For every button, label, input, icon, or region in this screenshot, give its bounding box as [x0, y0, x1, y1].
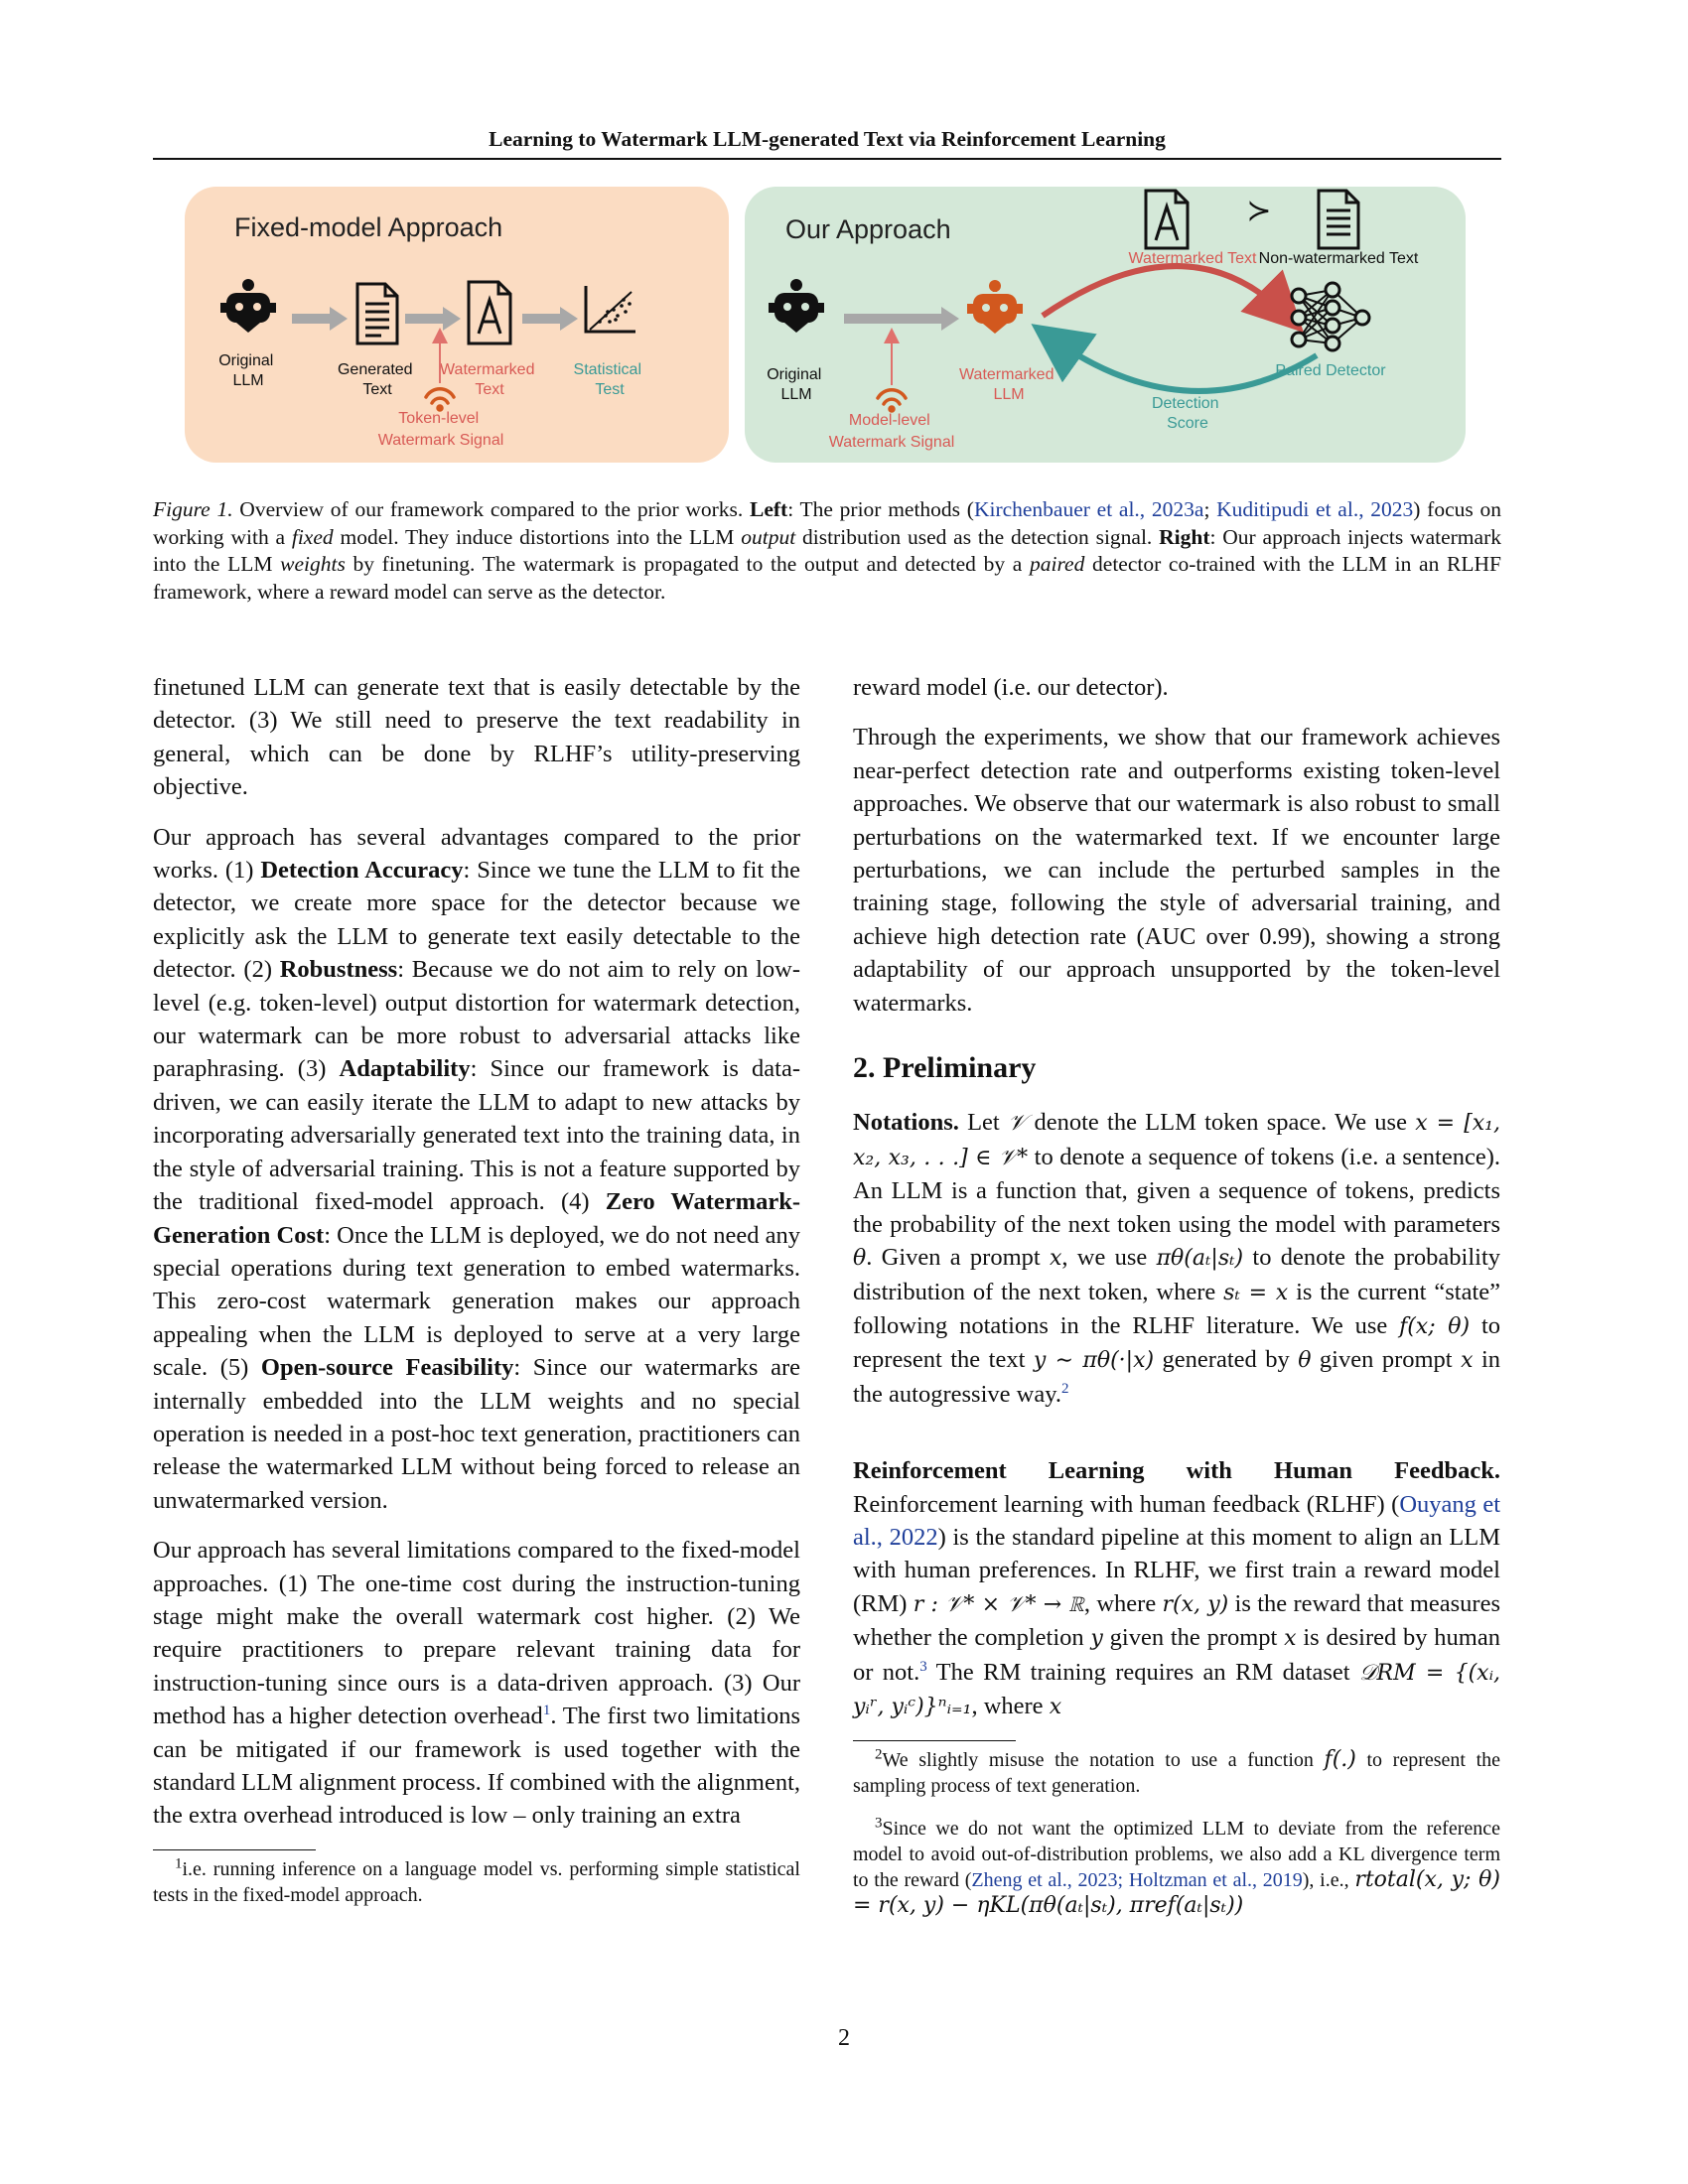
right-column [853, 671, 1500, 1936]
non-watermarked-text-label: Non-watermarked Text [1258, 250, 1419, 267]
paragraph: Our approach has several advantages compared to the prior works. (1) Detection Accuracy: Since we tune the LLM to fit the detector, we create more space for the detector because we explicitly ask the LLM to generate text easily detectable to the detector. (2) Robustness: Because we do not aim to rely on low-level (e.g. token-level) output distortion for watermark detection, our watermark can be more robust to adversarial attacks like paraphrasing. (3) Adaptability: Since our framework is data-driven, we can easily iterate the LLM to adapt to new attacks by incorporating adversarially generated text into the training data, in the style of adversarial training. This is not a feature supported by the traditional fixed-model approach. (4) Zero Watermark-Generation Cost: Once the LLM is deployed, we do not need any special operations during text generation to embed watermarks. This zero-cost watermark generation makes our approach appealing when the LLM is deployed to serve at a very large scale. (5) Open-source Feasibility: Since our watermarks are internally embedded into the LLM weights and no special operation is needed in a post-hoc text generation, practitioners can release the watermarked LLM without being forced to release an unwatermarked version. [153, 823, 800, 1514]
paragraph: Through the experiments, we show that our framework achieves near-perfect detection rate and outperforms existing token-level approaches. We observe that our watermark is also robust to small perturbations on the watermarked text. If we encounter large perturbations, we can include the perturbed samples in the training stage, following the style of adversarial training, and achieve high detection rate (AUC over 0.99), showing a strong adaptability of our approach unsupported by the token-level watermarks. [853, 724, 1500, 1017]
citation-link[interactable]: Ouyang et al., 2022 [853, 1490, 1501, 1551]
figure-1 [185, 187, 1466, 463]
robot-icon [220, 279, 276, 333]
paragraph: reward model (i.e. our detector). [853, 674, 1169, 701]
footnote: $^3$Since we do not want the optimized LLM to deviate from the reference model to avoid out-of-distribution problems, we also add a KL divergence term to the reward (Zheng et al., 2023; Holtzman et al., 2019), i.e., rtotal(x, y; θ) = r(x, y) − ηKL(πθ(aₜ|sₜ), πref(aₜ|sₜ)) [853, 1815, 1501, 1919]
header-rule [153, 158, 1501, 160]
original-llm-label-left: Original LLM [218, 352, 274, 389]
gray-arrow [844, 307, 959, 331]
watermarked-robot-icon [967, 280, 1023, 334]
watermarked-text-label: Watermarked Text [440, 361, 535, 398]
right-panel-title: Our Approach [785, 214, 951, 244]
citation-link[interactable]: Kuditipudi et al., 2023 [1216, 497, 1414, 521]
figure-diagram [185, 187, 1466, 463]
robot-icon [769, 279, 824, 333]
footnote: $^2$We slightly misuse the notation to use a function f(.) to represent the sampling process of text generation. [853, 1746, 1501, 1798]
watermarked-document-icon [1146, 191, 1188, 248]
footnote-ref[interactable]: 1 [542, 1703, 551, 1719]
document-icon [357, 284, 397, 343]
gray-arrow [292, 307, 348, 331]
footnote-ref[interactable]: 2 [1061, 1380, 1069, 1397]
watermarked-llm-label: Watermarked LLM [959, 366, 1055, 403]
paragraph: Reinforcement Learning with Human Feedback. Reinforcement learning with human feedback (RLHF) (Ouyang et al., 2022) is the standard pipeline at this moment to align an LLM with human preferences. In RLHF, we first train a reward model (RM) r : 𝒱* × 𝒱* → ℝ, where r(x, y) is the reward that measures whether the completion y given the prompt x is desired by human or not.$^3$ The RM training requires an RM dataset 𝒟RM = {(xᵢ, yᵢʳ, yᵢᶜ)}ⁿᵢ₌₁, where x [853, 1457, 1501, 1719]
left-column [153, 671, 800, 1925]
figure-caption: Figure 1. Overview of our framework compared to the prior works. Left: The prior methods (Kirchenbauer et al., 2023a; Kuditipudi et al., 2023) focus on working with a fixed model. They induce distortions into the LLM output distribution used as the detection signal. Right: Our approach injects watermark into the LLM weights by finetuning. The watermark is propagated to the output and detected by a paired detector co-trained with the LLM in an RLHF framework, where a reward model can serve as the detector. [153, 497, 1501, 604]
scatter-plot-icon [586, 286, 635, 332]
wireless-signal-icon [878, 390, 906, 411]
neural-network-icon [1292, 283, 1369, 350]
wireless-signal-icon [426, 389, 454, 410]
red-curved-arrow [1043, 266, 1287, 316]
statistical-test-label: Statistical Test [573, 361, 642, 398]
paragraph: Notations. Let 𝒱 denote the LLM token space. We use x = [x₁, x₂, x₃, . . .] ∈ 𝒱* to denote a sequence of tokens (i.e. a sentence). An LLM is a function that, given a sequence of tokens, predicts the probability of the next token using the model with parameters θ. Given a prompt x, we use πθ(aₜ|sₜ) to denote the probability distribution of the next token, where sₜ = x is the current “state” following notations in the RLHF literature. We use f(x; θ) to represent the text y ∼ πθ(·|x) generated by θ given prompt x in the autogressive way.$^2$ [853, 1109, 1501, 1408]
document-icon [1319, 191, 1358, 248]
citation-link[interactable]: Zheng et al., 2023; Holtzman et al., 2019 [971, 1869, 1303, 1892]
preference-symbol: ≻ [1246, 195, 1272, 227]
paragraph: Our approach has several limitations compared to the fixed-model approaches. (1) The one-time cost during the instruction-tuning stage might make the overall watermark cost higher. (2) We require practitioners to prepare relevant training data for instruction-tuning since ours is a data-driven approach. (3) Our method has a higher detection overhead$^1$. The first two limitations can be mitigated if our framework is used together with the standard LLM alignment process. If combined with the alignment, the extra overhead introduced is low – only training an extra [153, 1537, 801, 1830]
left-panel-title: Fixed-model Approach [234, 212, 503, 242]
model-level-signal-label: Model-level Watermark Signal [828, 412, 955, 451]
footnote-ref[interactable]: 3 [919, 1658, 927, 1675]
footnote-rule [153, 1849, 316, 1850]
original-llm-label-right: Original LLM [767, 366, 822, 403]
running-title: Learning to Watermark LLM-generated Text via Reinforcement Learning [489, 127, 1166, 151]
footnote-rule [853, 1740, 1016, 1741]
paired-detector-label: Paired Detector [1275, 362, 1386, 379]
watermarked-document-icon [469, 282, 510, 343]
caption-label: Figure 1. [153, 497, 233, 521]
generated-text-label: Generated Text [337, 361, 413, 398]
citation-link[interactable]: Kirchenbauer et al., 2023a [973, 497, 1204, 521]
token-level-signal-label: Token-level Watermark Signal [377, 410, 504, 449]
section-heading: 2. Preliminary [853, 1051, 1037, 1085]
footnote: $^1$i.e. running inference on a language model vs. performing simple statistical tests in the fixed-model approach. [153, 1855, 800, 1906]
gray-arrow [522, 307, 578, 331]
watermarked-text-top-label: Watermarked Text [1128, 250, 1257, 267]
gray-arrow [405, 307, 461, 331]
paragraph: finetuned LLM can generate text that is easily detectable by the detector. (3) We still need to preserve the text readability in general, which can be done by RLHF’s utility-preserving objective. [153, 674, 800, 801]
detection-score-label: Detection Score [1151, 395, 1219, 432]
page-number: 2 [838, 2025, 850, 2051]
